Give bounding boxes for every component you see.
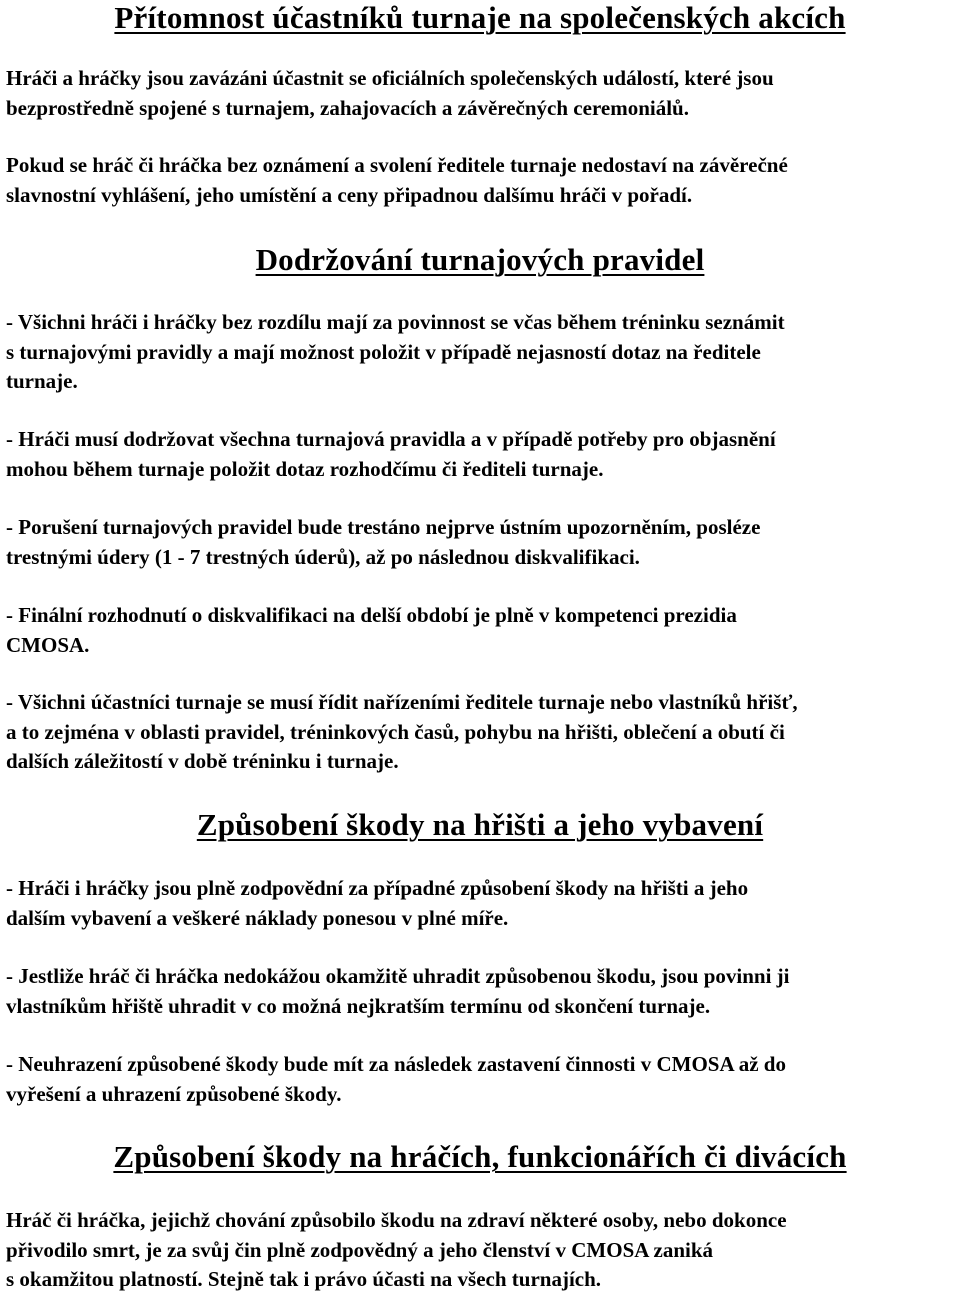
text-line: přivodilo smrt, je za svůj čin plně zodpovědný a jeho členství v CMOSA zaniká	[6, 1237, 714, 1262]
text-line: Pokud se hráč či hráčka bez oznámení a svolení ředitele turnaje nedostaví na závěrečné	[6, 153, 788, 177]
paragraph	[6, 151, 956, 210]
text-line: slavnostní vyhlášení, jeho umístění a ceny připadnou dalšímu hráči v pořadí.	[6, 182, 693, 207]
text-line: - Hráči musí dodržovat všechna turnajová pravidla a v případě potřeby pro objasnění	[6, 427, 776, 451]
paragraph	[6, 962, 956, 1021]
text-line: mohou během turnaje položit dotaz rozhodčímu či řediteli turnaje.	[6, 456, 604, 481]
text-line: vyřešení a uhrazení způsobené škody.	[6, 1081, 342, 1106]
text-line: s okamžitou platností. Stejně tak i právo účasti na všech turnajích.	[6, 1267, 602, 1291]
paragraph	[6, 64, 956, 123]
text-line: - Všichni účastníci turnaje se musí řídit nařízeními ředitele turnaje nebo vlastníků hřišť,	[6, 690, 798, 714]
text-line: vlastníkům hřiště uhradit v co možná nejkratším termínu od skončení turnaje.	[6, 993, 711, 1018]
text-line: Hráči a hráčky jsou zavázáni účastnit se oficiálních společenských událostí, které jsou	[6, 66, 774, 90]
paragraph	[6, 425, 956, 484]
paragraph	[6, 874, 956, 933]
text-line: dalším vybavení a veškeré náklady ponesou v plné míře.	[6, 905, 509, 930]
section-heading-people-damage: Způsobení škody na hráčích, funkcionářích či divácích	[113, 1139, 847, 1174]
text-line: s turnajovými pravidly a mají možnost položit v případě nejasností dotaz na ředitele	[6, 339, 761, 364]
text-line: turnaje.	[6, 369, 78, 393]
text-line: - Finální rozhodnutí o diskvalifikaci na delší období je plně v kompetenci prezidia	[6, 603, 737, 627]
text-line: Hráč či hráčka, jejichž chování způsobilo škodu na zdraví některé osoby, nebo dokonce	[6, 1208, 787, 1232]
paragraph	[6, 601, 956, 660]
section-heading-attendance: Přítomnost účastníků turnaje na společenských akcích	[114, 0, 846, 35]
section-heading-rules: Dodržování turnajových pravidel	[255, 242, 705, 277]
text-line: trestnými údery (1 - 7 trestných úderů), až po následnou diskvalifikaci.	[6, 544, 640, 569]
text-line: - Všichni hráči i hráčky bez rozdílu mají za povinnost se včas během tréninku seznámit	[6, 310, 785, 334]
text-line: - Neuhrazení způsobené škody bude mít za následek zastavení činnosti v CMOSA až do	[6, 1052, 786, 1076]
paragraph	[6, 513, 956, 572]
section-heading-field-damage: Způsobení škody na hřišti a jeho vybavení	[196, 807, 764, 842]
text-line: - Porušení turnajových pravidel bude trestáno nejprve ústním upozorněním, posléze	[6, 515, 761, 539]
paragraph	[6, 1050, 956, 1109]
text-line: - Jestliže hráč či hráčka nedokážou okamžitě uhradit způsobenou škodu, jsou povinni ji	[6, 964, 790, 988]
text-line: - Hráči i hráčky jsou plně zodpovědní za případné způsobení škody na hřišti a jeho	[6, 876, 749, 900]
paragraph	[6, 688, 956, 777]
text-line: CMOSA.	[6, 632, 90, 657]
text-line: bezprostředně spojené s turnajem, zahajovacích a závěrečných ceremoniálů.	[6, 95, 689, 120]
paragraph	[6, 1206, 956, 1295]
text-line: a to zejména v oblasti pravidel, tréninkových časů, pohybu na hřišti, oblečení a obutí či	[6, 719, 785, 744]
text-line: dalších záležitostí v době tréninku i turnaje.	[6, 749, 399, 773]
paragraph	[6, 308, 956, 397]
